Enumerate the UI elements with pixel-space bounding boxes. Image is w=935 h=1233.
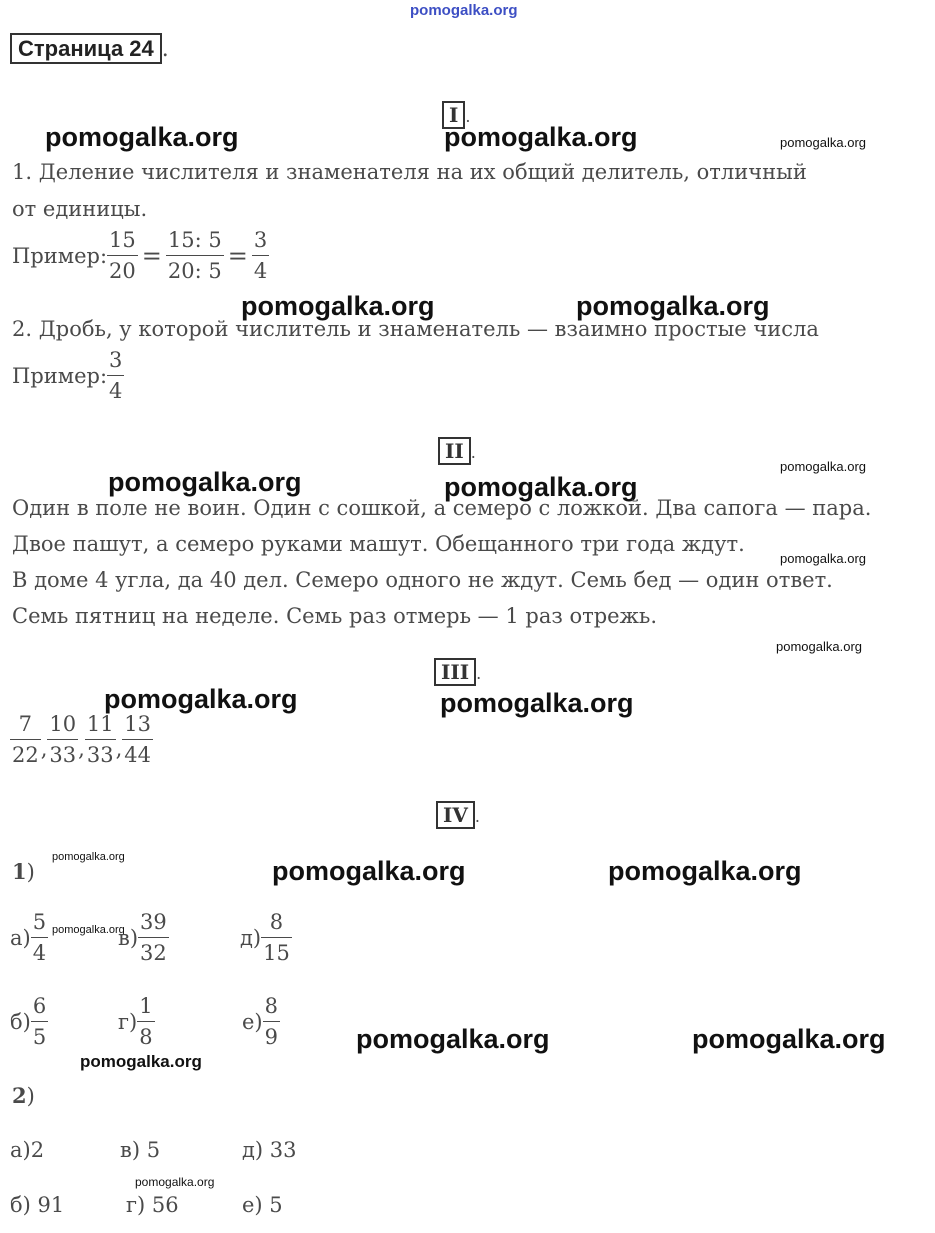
comma: ,: [115, 737, 123, 761]
section-4-label: IV: [436, 801, 475, 829]
watermark-top: pomogalka.org: [410, 2, 518, 19]
watermark: pomogalka.org: [356, 1024, 550, 1054]
numerator: 5: [32, 910, 47, 934]
section-3-heading: [434, 659, 481, 685]
watermark: pomogalka.org: [444, 122, 638, 152]
s4-p1-item-g: [118, 994, 155, 1049]
watermark: pomogalka.org: [108, 467, 302, 497]
item-label: в): [118, 925, 139, 950]
s4-p1-item-a: [10, 910, 48, 965]
numerator: 6: [32, 994, 47, 1018]
page-title: Страница 24: [10, 33, 162, 64]
s1-item1-line2: от единицы.: [12, 197, 148, 221]
fraction: [122, 712, 153, 767]
numerator: 13: [124, 712, 151, 736]
s2-line-2: Двое пашут, а семеро руками машут. Обещанного три года ждут.: [12, 532, 745, 556]
numerator: 3: [109, 348, 123, 372]
comma: ,: [40, 737, 48, 761]
s4-p2-item-d: д) 33: [242, 1138, 297, 1162]
denominator: 20: [107, 255, 138, 283]
s1-item2: 2. Дробь, у которой числитель и знаменатель — взаимно простые числа: [12, 317, 819, 341]
denominator: 32: [138, 937, 169, 965]
numerator: 11: [86, 712, 114, 736]
watermark: pomogalka.org: [444, 472, 638, 502]
numerator: 8: [264, 994, 278, 1018]
denominator: 44: [122, 739, 153, 767]
numerator: 1: [139, 994, 153, 1018]
s4-p2-item-e: е) 5: [242, 1193, 283, 1217]
numerator: 8: [269, 910, 284, 934]
section-1-label: I: [442, 101, 465, 129]
s4-p1-item-b: [10, 994, 48, 1049]
denominator: 4: [107, 375, 124, 403]
s4-p1-item-e: [242, 994, 280, 1049]
item-label: а): [10, 925, 31, 950]
denominator: 22: [10, 739, 41, 767]
s4-p2-item-v: в) 5: [120, 1138, 161, 1162]
fraction: [47, 712, 78, 767]
watermark: pomogalka.org: [241, 291, 435, 321]
denominator: 9: [263, 1021, 280, 1049]
watermark: pomogalka.org: [692, 1024, 886, 1054]
fraction: [138, 910, 169, 965]
denominator: 4: [252, 255, 269, 283]
s4-part-1-label: [12, 860, 35, 884]
s4-p2-item-b: б) 91: [10, 1193, 65, 1217]
part-number: 1: [12, 859, 27, 884]
page-title-dot: .: [161, 37, 169, 62]
numerator: 10: [49, 712, 77, 736]
example-label: Пример:: [12, 243, 108, 268]
s4-p1-item-v: [118, 910, 169, 965]
s4-p1-item-d: [240, 910, 292, 965]
comma: ,: [78, 737, 85, 761]
watermark: pomogalka.org: [52, 924, 125, 936]
numerator: 15: 5: [167, 228, 222, 252]
watermark: pomogalka.org: [440, 688, 634, 718]
s2-line-1: Один в поле не воин. Один с сошкой, а семеро с ложкой. Два сапога — пара.: [12, 496, 872, 520]
fraction: [107, 348, 124, 403]
s2-line-4: Семь пятниц на неделе. Семь раз отмерь — 1 раз отрежь.: [12, 604, 658, 628]
section-3-dot: .: [476, 664, 482, 683]
s1-example-1: [12, 228, 269, 283]
denominator: 20: 5: [166, 255, 224, 283]
watermark: pomogalka.org: [104, 684, 298, 714]
watermark: pomogalka.org: [576, 291, 770, 321]
watermark: pomogalka.org: [780, 459, 866, 474]
s4-p2-item-a: а)2: [10, 1138, 45, 1162]
equals-sign: =: [141, 241, 162, 270]
paren: ): [26, 860, 35, 884]
numerator: 39: [140, 910, 167, 934]
fraction: [263, 994, 280, 1049]
s1-item1-line1: 1. Деление числителя и знаменателя на их общий делитель, отличный: [12, 160, 807, 184]
watermark: pomogalka.org: [780, 551, 866, 566]
denominator: 33: [47, 739, 78, 767]
fraction: [166, 228, 224, 283]
watermark: pomogalka.org: [135, 1175, 215, 1189]
part-number: 2: [12, 1083, 27, 1108]
fraction: [107, 228, 138, 283]
watermark: pomogalka.org: [45, 122, 239, 152]
watermark: pomogalka.org: [272, 856, 466, 886]
watermark: pomogalka.org: [780, 135, 866, 150]
section-4-heading: [436, 802, 480, 828]
denominator: 8: [137, 1021, 154, 1049]
item-label: г): [118, 1009, 138, 1034]
s1-example-2: [12, 348, 124, 403]
example-label: Пример:: [12, 363, 108, 388]
page-title-wrap: [10, 36, 169, 62]
fraction: [31, 994, 48, 1049]
numerator: 3: [253, 228, 268, 252]
fraction: [31, 910, 48, 965]
fraction: [10, 712, 41, 767]
s4-p2-item-g: г) 56: [126, 1193, 179, 1217]
watermark: pomogalka.org: [80, 1052, 202, 1071]
denominator: 15: [261, 937, 292, 965]
s4-part-2-label: [12, 1084, 35, 1108]
denominator: 4: [31, 937, 48, 965]
section-2-label: II: [438, 437, 471, 465]
s2-line-3: В доме 4 угла, да 40 дел. Семеро одного не ждут. Семь бед — один ответ.: [12, 568, 833, 592]
denominator: 33: [85, 739, 116, 767]
paren: ): [26, 1084, 35, 1108]
equals-sign: =: [227, 241, 248, 270]
section-2-heading: [438, 438, 476, 464]
numerator: 7: [18, 712, 33, 736]
numerator: 15: [109, 228, 136, 252]
s3-fractions: [10, 712, 153, 767]
section-3-label: III: [434, 658, 476, 686]
item-label: д): [240, 925, 262, 950]
section-2-dot: .: [470, 443, 476, 462]
item-label: е): [242, 1009, 263, 1034]
watermark: pomogalka.org: [608, 856, 802, 886]
item-label: б): [10, 1009, 31, 1034]
denominator: 5: [31, 1021, 48, 1049]
section-4-dot: .: [474, 807, 480, 826]
fraction: [137, 994, 154, 1049]
fraction: [85, 712, 116, 767]
fraction: [261, 910, 292, 965]
watermark: pomogalka.org: [776, 639, 862, 654]
fraction: [252, 228, 269, 283]
watermark: pomogalka.org: [52, 851, 125, 863]
section-1-dot: .: [465, 107, 471, 126]
